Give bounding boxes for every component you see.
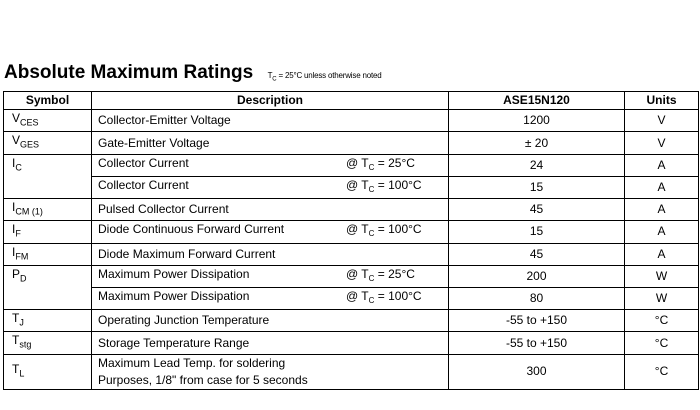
ratings-heading xyxy=(4,62,381,84)
ratings-table xyxy=(3,91,699,390)
description-cell xyxy=(92,309,449,331)
description-cell xyxy=(92,332,449,354)
unit-cell: A xyxy=(625,176,699,198)
symbol-cell: $T_{stg}$ xyxy=(4,332,92,354)
table-row xyxy=(4,309,699,331)
table-row xyxy=(4,176,699,198)
table-header-row xyxy=(4,92,699,110)
section-title: Absolute Maximum Ratings xyxy=(4,62,254,83)
description-text: Operating Junction Temperature xyxy=(98,313,270,328)
unit-cell: A xyxy=(625,198,699,220)
symbol-cell: $T_J$ xyxy=(4,309,92,331)
header-units: Units xyxy=(625,92,699,110)
value-cell: 45 xyxy=(449,243,625,265)
unit-cell: A xyxy=(625,221,699,243)
unit-cell: A xyxy=(625,243,699,265)
symbol-cell: $I_{CM (1)}$ xyxy=(4,198,92,220)
unit-cell: A xyxy=(625,154,699,176)
description-cell xyxy=(92,176,449,198)
test-condition: @ $T_C = 100^\circ C$ xyxy=(346,288,422,305)
header-part-number: ASE15N120 xyxy=(449,92,625,110)
test-condition: @ $T_C = 100^\circ C$ xyxy=(346,177,422,194)
description-cell xyxy=(92,198,449,220)
table-row xyxy=(4,265,699,287)
symbol-subscript: FM xyxy=(15,250,29,261)
symbol-subscript: C xyxy=(15,162,22,173)
description-text: Diode Maximum Forward Current xyxy=(98,246,276,261)
value-cell: 45 xyxy=(449,198,625,220)
description-text: Collector-Emitter Voltage xyxy=(98,113,231,128)
description-text: Maximum Power Dissipation xyxy=(98,266,250,281)
conditions-note: $T_C = 25^\circ C$ unless otherwise noted xyxy=(267,71,382,83)
symbol-subscript: CES xyxy=(20,117,39,128)
description-text: Collector Current xyxy=(98,177,189,192)
value-cell: 1200 xyxy=(449,110,625,132)
value-cell: 24 xyxy=(449,154,625,176)
table-row xyxy=(4,332,699,354)
description-text: Gate-Emitter Voltage xyxy=(98,135,210,150)
symbol-subscript: L xyxy=(19,368,25,379)
value-cell: 15 xyxy=(449,176,625,198)
value-cell: 200 xyxy=(449,265,625,287)
description-text: Maximum Lead Temp. for soldering xyxy=(98,355,286,370)
unit-cell: °C xyxy=(625,354,699,389)
unit-cell: V xyxy=(625,110,699,132)
description-cell xyxy=(92,132,449,154)
description-cell xyxy=(92,287,449,309)
value-cell: -55 to +150 xyxy=(449,332,625,354)
description-cell xyxy=(92,354,449,389)
table-row xyxy=(4,132,699,154)
table-row xyxy=(4,221,699,243)
table-row xyxy=(4,198,699,220)
test-condition: @ $T_C = 100^\circ C$ xyxy=(346,222,422,239)
test-condition: @ $T_C = 25^\circ C$ xyxy=(346,155,415,172)
table-row xyxy=(4,154,699,176)
symbol-cell: $V_{GES}$ xyxy=(4,132,92,154)
description-text-line2: Purposes, 1/8" from case for 5 seconds xyxy=(98,372,308,387)
symbol-cell: $P_D$ xyxy=(4,265,92,287)
ratings-body xyxy=(4,110,699,390)
unit-cell: W xyxy=(625,287,699,309)
description-cell xyxy=(92,243,449,265)
symbol-cell: $I_C$ xyxy=(4,154,92,176)
symbol-subscript: D xyxy=(20,273,27,284)
description-cell xyxy=(92,265,449,287)
description-text: Storage Temperature Range xyxy=(98,335,250,350)
value-cell: -55 to +150 xyxy=(449,309,625,331)
symbol-cell: $I_F$ xyxy=(4,221,92,243)
table-row xyxy=(4,243,699,265)
symbol-cell: $V_{CES}$ xyxy=(4,110,92,132)
description-cell xyxy=(92,110,449,132)
value-cell: ± 20 xyxy=(449,132,625,154)
description-text: Diode Continuous Forward Current xyxy=(98,222,285,237)
value-cell: 15 xyxy=(449,221,625,243)
test-condition: @ $T_C = 25^\circ C$ xyxy=(346,266,415,283)
symbol-cell xyxy=(4,287,92,309)
symbol-cell xyxy=(4,176,92,198)
unit-cell: °C xyxy=(625,309,699,331)
unit-cell: W xyxy=(625,265,699,287)
header-symbol: Symbol xyxy=(4,92,92,110)
value-cell: 300 xyxy=(449,354,625,389)
table-row xyxy=(4,110,699,132)
table-row xyxy=(4,354,699,389)
description-text: Pulsed Collector Current xyxy=(98,201,229,216)
header-description: Description xyxy=(92,92,449,110)
symbol-subscript: CM (1) xyxy=(15,206,43,217)
symbol-subscript: stg xyxy=(19,339,32,350)
symbol-subscript: F xyxy=(15,228,21,239)
description-text: Collector Current xyxy=(98,155,189,170)
symbol-subscript: J xyxy=(19,317,24,328)
description-cell xyxy=(92,221,449,243)
table-row xyxy=(4,287,699,309)
symbol-cell: $I_{FM}$ xyxy=(4,243,92,265)
symbol-cell: $T_L$ xyxy=(4,354,92,389)
unit-cell: °C xyxy=(625,332,699,354)
description-cell xyxy=(92,154,449,176)
description-text: Maximum Power Dissipation xyxy=(98,288,250,303)
symbol-subscript: GES xyxy=(20,139,40,150)
value-cell: 80 xyxy=(449,287,625,309)
unit-cell: V xyxy=(625,132,699,154)
